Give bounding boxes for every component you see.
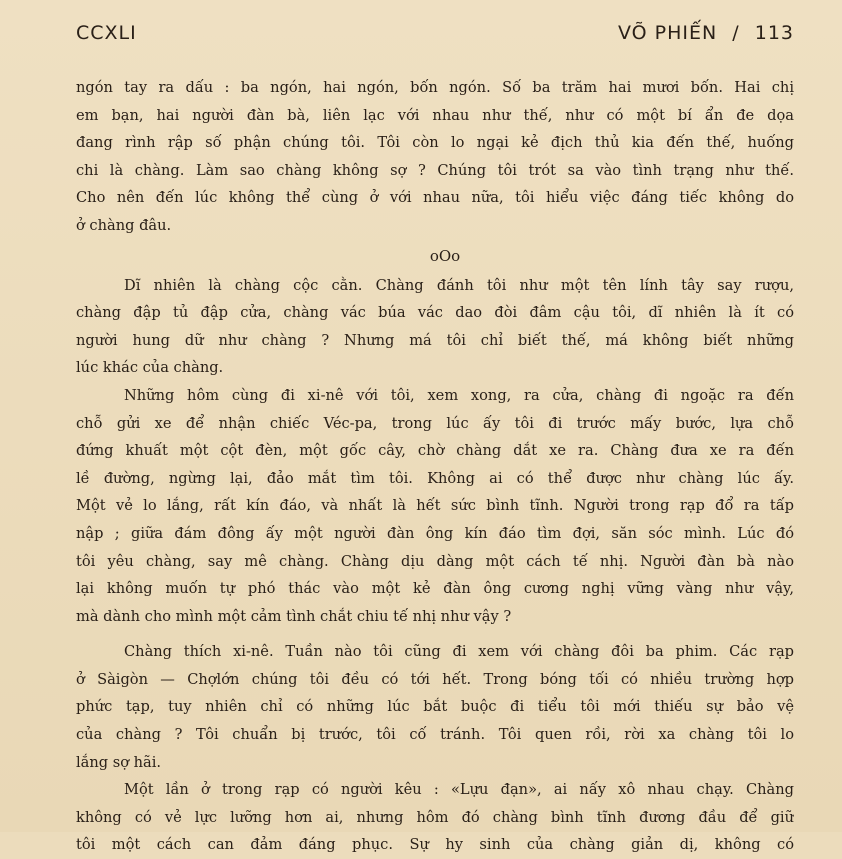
- text-line: tôi yêu chàng, say mê chàng. Chàng dịu dàng một cách tế nhị. Người đàn bà nào: [76, 552, 794, 570]
- running-header: [76, 22, 794, 62]
- body-text: [76, 74, 794, 859]
- text-line: Chàng thích xi-nê. Tuần nào tôi cũng đi xem với chàng đôi ba phim. Các rạp: [124, 643, 794, 661]
- text-line: Những hôm cùng đi xi-nê với tôi, xem xong, ra cửa, chàng đi ngoặc ra đến: [124, 386, 794, 404]
- header-right: [610, 22, 794, 44]
- header-slash: /: [732, 22, 740, 44]
- section-separator: oOo: [429, 246, 461, 265]
- text-line: chi là chàng. Làm sao chàng không sợ ? Chúng tôi trót sa vào tình trạng như thế.: [76, 161, 794, 179]
- paragraph: [76, 382, 794, 630]
- author-name: VÕ PHIẾN: [618, 22, 718, 44]
- text-line: em bạn, hai người đàn bà, liên lạc với nhau như thế, như có một bí ẩn đe dọa: [76, 106, 794, 124]
- text-line: đang rình rập số phận chúng tôi. Tôi còn lo ngại kẻ địch thủ kia đến thế, huống: [76, 134, 794, 152]
- text-line: ở chàng đâu.: [76, 216, 172, 234]
- text-line: Một vẻ lo lắng, rất kín đáo, và nhất là hết sức bình tĩnh. Người trong rạp đổ ra tấp: [76, 497, 794, 515]
- text-line: không có vẻ lực lưỡng hơn ai, nhưng hôm đó chàng bình tĩnh đương đầu để giữ: [76, 808, 794, 826]
- text-line: chỗ gửi xe để nhận chiếc Véc-pa, trong lúc ấy tôi đi trước mấy bước, lựa chỗ: [76, 414, 794, 432]
- paragraph: [76, 638, 794, 776]
- page-number: 113: [754, 22, 794, 44]
- chapter-number: CCXLI: [76, 22, 137, 44]
- text-line: người hung dữ như chàng ? Nhưng má tôi chỉ biết thế, má không biết những: [76, 331, 794, 349]
- text-line: chàng đập tủ đập cửa, chàng vác búa vác dao đòi đâm cậu tôi, dĩ nhiên là ít có: [76, 304, 794, 322]
- text-line: Cho nên đến lúc không thể cùng ở với nhau nữa, tôi hiểu việc đáng tiếc không do: [76, 189, 794, 207]
- paragraph: [76, 272, 794, 382]
- text-line: ở Sàigòn — Chợlớn chúng tôi đều có tới hết. Trong bóng tối có nhiều trường hợp: [76, 670, 794, 688]
- paragraph: [76, 776, 794, 859]
- text-line: lề đường, ngừng lại, đảo mắt tìm tôi. Không ai có thể được như chàng lúc ấy.: [76, 469, 794, 487]
- text-line: tôi một cách can đảm đáng phục. Sự hy sinh của chàng giản dị, không có: [76, 836, 794, 854]
- text-line: của chàng ? Tôi chuẩn bị trước, tôi cố tránh. Tôi quen rồi, rời xa chàng tôi lo: [76, 726, 794, 744]
- text-line: lại không muốn tự phó thác vào một kẻ đàn ông cương nghị vững vàng như vậy,: [76, 580, 794, 598]
- text-line: nập ; giữa đám đông ấy một người đàn ông kín đáo tìm đợi, săn sóc mình. Lúc đó: [76, 524, 794, 542]
- text-line: mà dành cho mình một cảm tình chắt chiu tế nhị như vậy ?: [76, 607, 512, 625]
- text-line: Một lần ở trong rạp có người kêu : «Lựu đạn», ai nấy xô nhau chạy. Chàng: [124, 781, 794, 799]
- text-line: đứng khuất một cột đèn, một gốc cây, chờ chàng dắt xe ra. Chàng đưa xe ra đến: [76, 442, 794, 460]
- text-line: lắng sợ hãi.: [76, 753, 162, 771]
- paragraph: [76, 74, 794, 240]
- text-line: phức tạp, tuy nhiên chỉ có những lúc bắt buộc đi tiểu tôi mới thiếu sự bảo vệ: [76, 698, 794, 716]
- text-line: Dĩ nhiên là chàng cộc cằn. Chàng đánh tôi như một tên lính tây say rượu,: [124, 276, 794, 294]
- text-line: ngón tay ra dấu : ba ngón, hai ngón, bốn ngón. Số ba trăm hai mươi bốn. Hai chị: [76, 79, 794, 96]
- text-line: lúc khác của chàng.: [76, 359, 224, 377]
